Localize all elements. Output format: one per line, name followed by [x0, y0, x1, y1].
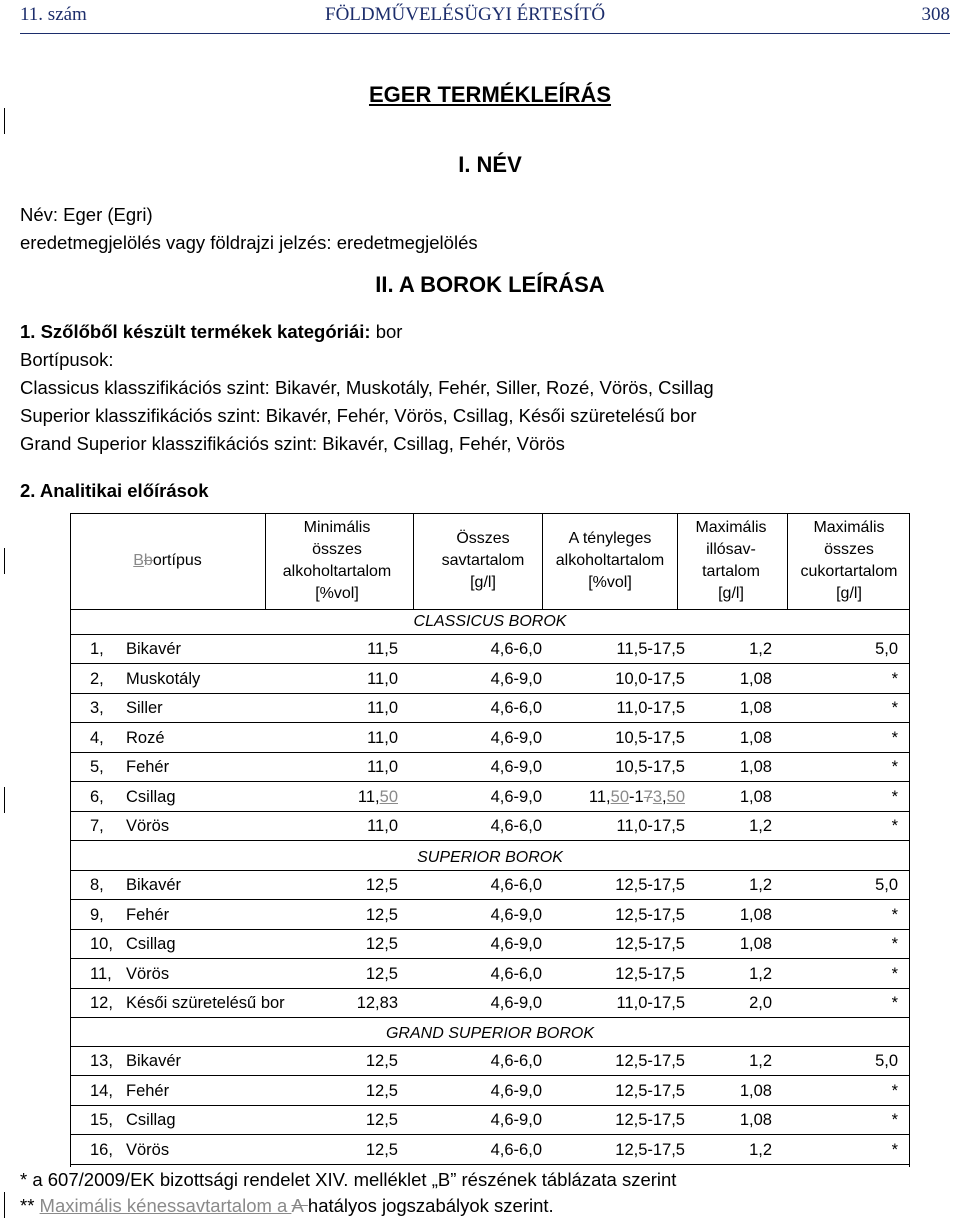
- cell-volatile: 1,2: [749, 640, 772, 658]
- cell-name: Siller: [126, 699, 163, 717]
- cell-sugar: *: [891, 728, 898, 747]
- table-border: [413, 513, 414, 609]
- revision-bar: [4, 548, 5, 574]
- cell-sugar: 5,0: [875, 876, 898, 894]
- actual-part: -1: [629, 787, 644, 806]
- cell-min-alc: 12,5: [365, 1081, 398, 1100]
- cell-sugar: *: [891, 1081, 898, 1100]
- category-heading: 1. Szőlőből készült termékek kategóriái:: [20, 321, 371, 342]
- cell-name: Vörös: [126, 1140, 170, 1159]
- cell-num: 1,: [90, 640, 104, 658]
- category-grand-superior: GRAND SUPERIOR BOROK: [385, 1025, 595, 1042]
- revision-bar: [4, 787, 5, 813]
- table-border: [677, 513, 678, 609]
- cell-actual-alc: 12,5-17,5: [615, 935, 685, 953]
- header-rest: ortípus: [152, 552, 202, 569]
- cell-sugar: *: [891, 669, 898, 688]
- cell-sugar: *: [891, 699, 898, 717]
- cell-name: Bikavér: [126, 876, 182, 894]
- analytics-heading: 2. Analitikai előírások: [20, 480, 209, 501]
- cell-num: 7,: [90, 817, 104, 835]
- cell-actual-alc: 10,5-17,5: [615, 758, 685, 776]
- cell-actual-alc: 11,0-17,5: [616, 699, 685, 717]
- cell-name: Csillag: [126, 1111, 176, 1129]
- table-border: [542, 513, 543, 609]
- cell-actual-alc: 11,0-17,5: [616, 994, 685, 1012]
- cell-min-alc: 11,0: [367, 669, 398, 688]
- cell-sugar: *: [891, 787, 898, 806]
- cell-num: 2,: [90, 669, 104, 688]
- cell-actual-alc: 11,0-17,5: [616, 817, 685, 835]
- cell-acid: 4,6-6,0: [490, 817, 542, 835]
- cell-acid: 4,6-9,0: [490, 994, 542, 1012]
- cell-actual-alc: 12,5-17,5: [615, 1052, 685, 1070]
- table-row: [70, 664, 910, 694]
- cell-name: Fehér: [126, 905, 170, 924]
- table-row: [70, 782, 910, 812]
- header-actual-alcohol: A tényleges alkoholtartalom [%vol]: [555, 530, 665, 591]
- cell-min-alc: 12,5: [365, 1052, 398, 1070]
- cell-acid: 4,6-6,0: [490, 1052, 542, 1070]
- cell-min-alc: 11,5: [367, 640, 398, 658]
- cell-acid: 4,6-6,0: [490, 699, 542, 717]
- cell-num: 14,: [90, 1081, 113, 1100]
- cell-sugar: 5,0: [875, 1052, 898, 1070]
- cell-sugar: *: [891, 817, 898, 835]
- cell-actual-alc: 10,5-17,5: [615, 728, 685, 747]
- cell-volatile: 1,08: [739, 935, 772, 953]
- cell-sugar: *: [891, 994, 898, 1012]
- wine-types-label: Bortípusok:: [20, 349, 114, 370]
- cell-acid: 4,6-6,0: [490, 964, 542, 983]
- designation-line: eredetmegjelölés vagy földrajzi jelzés: eredetmegjelölés: [20, 232, 478, 253]
- revision-bar: [4, 108, 5, 134]
- cell-num: 3,: [90, 699, 104, 717]
- cell-name: Vörös: [126, 964, 170, 983]
- row-divider: [70, 1164, 910, 1165]
- table-row: [70, 988, 910, 1018]
- name-line: Név: Eger (Egri): [20, 204, 153, 225]
- table-row: [70, 1105, 910, 1135]
- actual-delete: 7: [643, 787, 653, 806]
- cell-min-alc: 12,5: [365, 964, 398, 983]
- cell-name: Vörös: [126, 817, 170, 835]
- actual-insert: 50: [666, 787, 685, 806]
- cell-min-alc: [358, 782, 398, 812]
- table-row: [70, 1046, 910, 1076]
- cell-sugar: *: [891, 1140, 898, 1159]
- cell-acid: 4,6-9,0: [490, 905, 542, 924]
- cell-volatile: 1,2: [749, 1052, 772, 1070]
- cell-acid: 4,6-6,0: [490, 1140, 542, 1159]
- cell-volatile: 1,08: [739, 728, 772, 747]
- cell-actual-alc: 12,5-17,5: [615, 1111, 685, 1129]
- table-row: [70, 1135, 910, 1165]
- cell-acid: 4,6-9,0: [490, 1111, 542, 1129]
- grand-superior-line: Grand Superior klasszifikációs szint: Bikavér, Csillag, Fehér, Vörös: [20, 433, 565, 454]
- cell-name: Csillag: [126, 787, 176, 806]
- table-row: [70, 693, 910, 723]
- actual-insert: 50: [610, 787, 629, 806]
- category-line: [20, 321, 402, 343]
- cell-min-alc: 12,83: [356, 994, 398, 1012]
- cell-min-alc: 12,5: [365, 876, 398, 894]
- footnote-2: [20, 1195, 554, 1217]
- cell-actual-alc: 12,5-17,5: [615, 964, 685, 983]
- cell-actual-alc: 12,5-17,5: [615, 1081, 685, 1100]
- min-alc-insert: 50: [379, 787, 398, 806]
- document-title: EGER TERMÉKLEÍRÁS: [368, 82, 612, 107]
- cell-actual-alc: [589, 782, 685, 812]
- cell-min-alc: 12,5: [365, 1111, 398, 1129]
- footnote-2-prefix: **: [20, 1195, 40, 1216]
- cell-num: 13,: [90, 1052, 113, 1070]
- cell-actual-alc: 10,0-17,5: [615, 669, 685, 688]
- header-max-volatile-acid: Maximális illósav-tartalom [g/l]: [695, 519, 767, 602]
- header-ins: B: [133, 552, 144, 569]
- cell-acid: 4,6-9,0: [490, 758, 542, 776]
- cell-volatile: 1,08: [739, 1111, 772, 1129]
- header-total-acid: Összes savtartalom [g/l]: [441, 530, 525, 591]
- page-number: 308: [921, 4, 950, 25]
- cell-name: Bikavér: [126, 1052, 182, 1070]
- row-divider: [70, 840, 910, 841]
- table-row: [70, 752, 910, 782]
- cell-acid: 4,6-9,0: [490, 935, 542, 953]
- section-title-name: I. NÉV: [458, 152, 522, 177]
- cell-num: 9,: [90, 905, 104, 924]
- actual-part: ,: [662, 787, 667, 806]
- category-superior: SUPERIOR BOROK: [417, 849, 563, 866]
- actual-part: 11,: [588, 787, 611, 806]
- cell-actual-alc: 12,5-17,5: [615, 1140, 685, 1159]
- min-alc-base: 11,: [357, 787, 380, 806]
- table-border: [70, 609, 910, 610]
- category-classicus: CLASSICUS BOROK: [413, 613, 567, 630]
- publication-title: FÖLDMŰVELÉSÜGYI ÉRTESÍTŐ: [325, 4, 606, 25]
- header-divider: [20, 33, 950, 34]
- header-del: b: [143, 552, 153, 569]
- cell-num: 5,: [90, 758, 104, 776]
- footnote-2-delete: A: [291, 1195, 308, 1216]
- cell-min-alc: 12,5: [365, 905, 398, 924]
- cell-name: Fehér: [126, 758, 170, 776]
- cell-min-alc: 11,0: [367, 758, 398, 776]
- cell-volatile: 1,2: [749, 964, 772, 983]
- superior-line: Superior klasszifikációs szint: Bikavér, Fehér, Vörös, Csillag, Késői szüretelésű bor: [20, 405, 697, 426]
- cell-sugar: *: [891, 758, 898, 776]
- cell-name: Rozé: [126, 728, 165, 747]
- cell-acid: 4,6-9,0: [490, 1081, 542, 1100]
- cell-min-alc: 12,5: [365, 1140, 398, 1159]
- cell-volatile: 1,2: [749, 876, 772, 894]
- category-value: bor: [370, 321, 403, 342]
- cell-num: 10,: [90, 935, 113, 953]
- cell-name: Fehér: [126, 1081, 170, 1100]
- actual-insert: 3: [652, 787, 663, 806]
- classicus-line: Classicus klasszifikációs szint: Bikavér, Muskotály, Fehér, Siller, Rozé, Vörös, Csillag: [20, 377, 714, 398]
- cell-volatile: 1,08: [739, 905, 772, 924]
- cell-name: Csillag: [126, 935, 176, 953]
- table-row: [70, 900, 910, 930]
- footnote-1: * a 607/2009/EK bizottsági rendelet XIV. melléklet „B” részének táblázata szerint: [20, 1169, 677, 1190]
- cell-volatile: 1,2: [749, 1140, 772, 1159]
- cell-volatile: 1,08: [739, 669, 772, 688]
- page-header: [20, 4, 950, 28]
- cell-num: 11,: [90, 964, 112, 983]
- analytics-table: [70, 513, 910, 1167]
- cell-sugar: *: [891, 1111, 898, 1129]
- cell-min-alc: 12,5: [365, 935, 398, 953]
- cell-acid: 4,6-9,0: [490, 669, 542, 688]
- cell-actual-alc: 12,5-17,5: [615, 876, 685, 894]
- cell-volatile: 1,2: [749, 817, 772, 835]
- cell-acid: 4,6-6,0: [490, 876, 542, 894]
- cell-name: Muskotály: [126, 669, 201, 688]
- cell-actual-alc: 12,5-17,5: [615, 905, 685, 924]
- table-row: [70, 870, 910, 900]
- cell-volatile: 1,08: [739, 699, 772, 717]
- row-divider: [70, 1017, 910, 1018]
- header-max-sugar: Maximális összes cukortartalom [g/l]: [800, 519, 898, 602]
- cell-volatile: 1,08: [739, 787, 772, 806]
- cell-num: 8,: [90, 876, 104, 894]
- cell-name: Bikavér: [126, 640, 182, 658]
- cell-sugar: *: [891, 905, 898, 924]
- cell-acid: 4,6-9,0: [490, 728, 542, 747]
- table-row: [70, 959, 910, 989]
- cell-num: 12,: [90, 994, 113, 1012]
- cell-sugar: *: [891, 935, 898, 953]
- cell-num: 16,: [90, 1140, 113, 1159]
- section-title-description: II. A BOROK LEÍRÁSA: [375, 272, 605, 297]
- table-row: [70, 723, 910, 753]
- cell-num: 6,: [90, 787, 104, 806]
- footnote-2-rest: hatályos jogszabályok szerint.: [307, 1195, 554, 1216]
- cell-min-alc: 11,0: [367, 699, 398, 717]
- cell-acid: 4,6-9,0: [490, 787, 542, 806]
- cell-acid: 4,6-6,0: [490, 640, 542, 658]
- table-row: [70, 1076, 910, 1106]
- cell-sugar: *: [891, 964, 898, 983]
- cell-sugar: 5,0: [875, 640, 898, 658]
- header-min-alcohol: Minimális összes alkoholtartalom [%vol]: [282, 519, 392, 602]
- cell-num: 15,: [90, 1111, 113, 1129]
- cell-num: 4,: [90, 728, 104, 747]
- table-row: [70, 634, 910, 664]
- revision-bar: [4, 1192, 5, 1218]
- header-wine-type: [70, 513, 265, 609]
- cell-name: Késői szüretelésű bor: [126, 994, 285, 1012]
- cell-min-alc: 11,0: [367, 728, 398, 747]
- issue-number: 11. szám: [20, 4, 87, 25]
- table-border: [265, 513, 266, 609]
- cell-volatile: 2,0: [749, 994, 772, 1012]
- cell-actual-alc: 11,5-17,5: [616, 640, 685, 658]
- cell-volatile: 1,08: [739, 758, 772, 776]
- table-row: [70, 811, 910, 841]
- cell-min-alc: 11,0: [367, 817, 398, 835]
- cell-volatile: 1,08: [739, 1081, 772, 1100]
- table-row: [70, 929, 910, 959]
- footnote-2-insert: Maximális kénessavtartalom a: [39, 1195, 292, 1216]
